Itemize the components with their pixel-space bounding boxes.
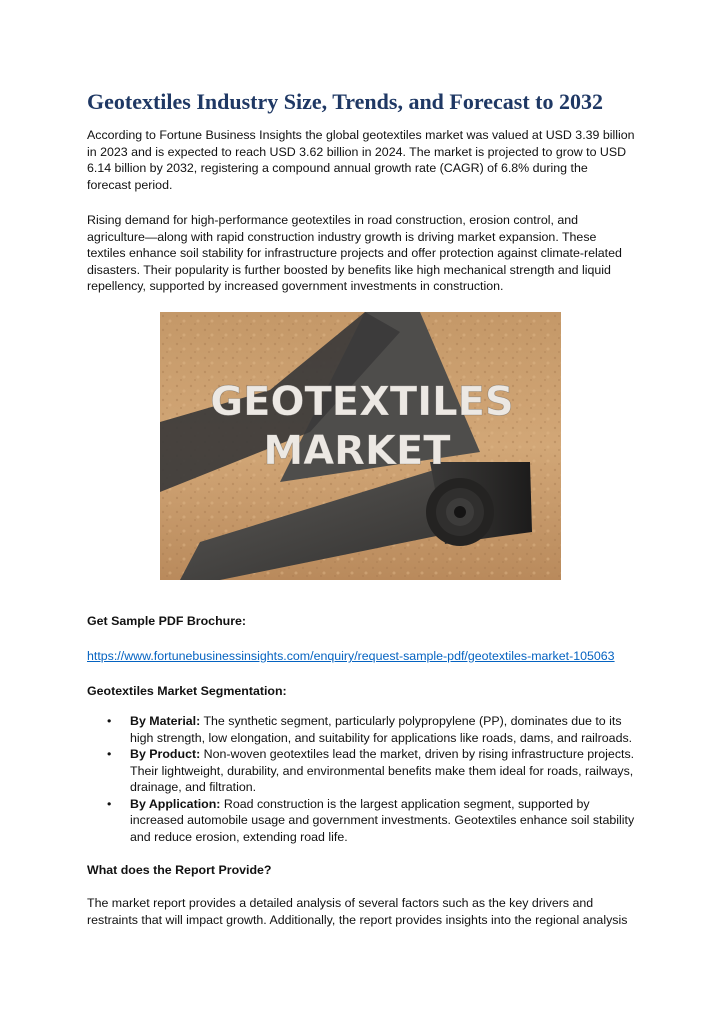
report-heading: What does the Report Provide? — [87, 863, 272, 877]
bullet-icon: • — [107, 747, 112, 761]
intro-paragraph: According to Fortune Business Insights the global geotextiles market was valued at USD 3.39 billion in 2023 and is expected to reach USD 3.62 billion in 2024. The market is projected to grow to USD 6.14 billion by 2032, registering a compound annual growth rate (CAGR) of 6.8% during the forecast period. — [87, 128, 635, 192]
list-item — [87, 746, 635, 796]
segment-label: By Product: — [130, 747, 201, 761]
hero-line-1: GEOTEXTILES — [210, 379, 514, 425]
segment-label: By Material: — [130, 714, 201, 728]
hero-line-2: MARKET — [263, 428, 451, 474]
geotextiles-market-image — [160, 312, 561, 580]
bullet-icon: • — [107, 796, 112, 811]
segment-label: By Application: — [130, 796, 221, 811]
drivers-paragraph: Rising demand for high-performance geotextiles in road construction, erosion control, and agriculture—along with rapid construction industry growth is driving market expansion. These textiles enhance soil stability for infrastructure projects and offer protection against climate-related disasters. Their popularity is further boosted by benefits like high mechanical strength and liquid repellency, supported by increased government investments in construction. — [87, 213, 622, 293]
segment-text: The synthetic segment, particularly polypropylene (PP), dominates due to its high strength, low elongation, and suitability for applications like roads, dams, and railroads. — [130, 714, 633, 745]
sample-brochure-link[interactable]: https://www.fortunebusinessinsights.com/enquiry/request-sample-pdf/geotextiles-market-105063 — [87, 649, 615, 663]
fabric-roll — [426, 462, 532, 546]
list-item — [87, 796, 635, 846]
segmentation-list — [87, 713, 635, 845]
bullet-icon: • — [107, 714, 112, 728]
sample-brochure-label: Get Sample PDF Brochure: — [87, 614, 247, 628]
list-item — [87, 713, 635, 746]
segmentation-heading: Geotextiles Market Segmentation: — [87, 684, 287, 698]
report-paragraph: The market report provides a detailed analysis of several factors such as the key drivers and restraints that will impact growth. Additionally, the report provides insights into the regional analysis — [87, 896, 628, 927]
segment-text: Road construction is the largest application segment, supported by increased automobile usage and government investments. Geotextiles enhance soil stability and reduce erosion, extending road life. — [130, 796, 635, 844]
page-title: Geotextiles Industry Size, Trends, and Forecast to 2032 — [87, 89, 603, 114]
segment-text: Non-woven geotextiles lead the market, driven by rising infrastructure projects. Their lightweight, durability, and environmental benefits make them ideal for roads, railways, drainage, and filtration. — [130, 747, 635, 794]
